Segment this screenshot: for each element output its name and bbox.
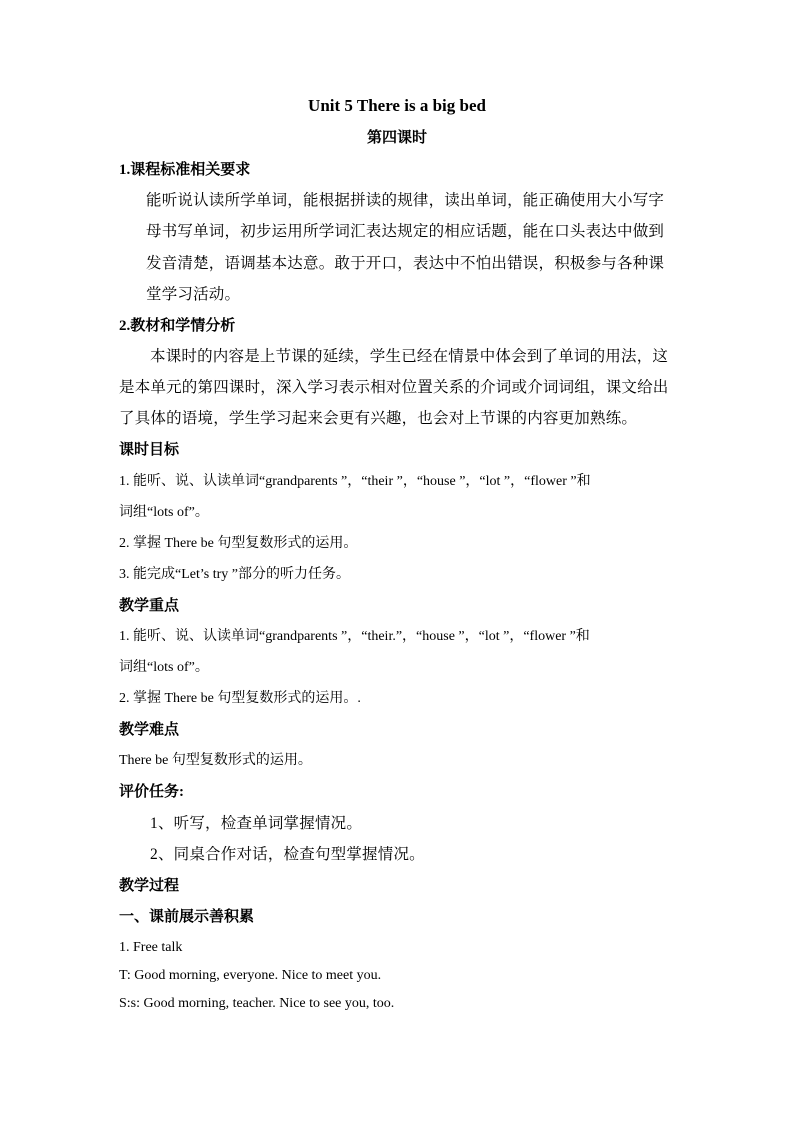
paragraph-line: 了具体的语境，学生学习起来会更有兴趣，也会对上节课的内容更加熟练。 — [119, 410, 638, 427]
section-heading-goals: 课时目标 — [119, 442, 180, 458]
paragraph-line: 母书写单词，初步运用所学词汇表达规定的相应话题，能在口头表达中做到 — [146, 223, 665, 240]
paragraph-line: 能听说认读所学单词，能根据拼读的规律，读出单词，能正确使用大小写字 — [146, 192, 665, 209]
section-heading-process: 教学过程 — [119, 878, 180, 894]
section-heading-standards: 1.课程标准相关要求 — [119, 162, 251, 178]
goal-line: 1. 能听、说、认读单词“grandparents ”，“their ”，“house ”，“lot ”，“flower ”和 — [119, 474, 591, 489]
paragraph-line: 本课时的内容是上节课的延续，学生已经在情景中体会到了单词的用法，这 — [150, 348, 669, 365]
key-point-line: 词组“lots of”。 — [119, 660, 209, 675]
evaluation-item: 2、同桌合作对话，检查句型掌握情况。 — [150, 846, 425, 863]
section-heading-difficulty: 教学难点 — [119, 722, 180, 738]
dialog-line: 1. Free talk — [119, 940, 183, 955]
dialog-line: S:s: Good morning, teacher. Nice to see you, too. — [119, 996, 395, 1011]
section-heading-key-points: 教学重点 — [119, 598, 180, 614]
evaluation-item: 1、听写，检查单词掌握情况。 — [150, 815, 363, 832]
goal-line: 2. 掌握 There be 句型复数形式的运用。 — [119, 536, 358, 551]
goal-line: 3. 能完成“Let’s try ”部分的听力任务。 — [119, 567, 350, 582]
difficulty-line: There be 句型复数形式的运用。 — [119, 753, 312, 768]
paragraph-line: 堂学习活动。 — [146, 286, 241, 303]
key-point-line: 2. 掌握 There be 句型复数形式的运用。. — [119, 691, 361, 706]
section-heading-evaluation: 评价任务: — [119, 784, 184, 800]
lesson-subtitle: 第四课时 — [366, 130, 427, 146]
key-point-line: 1. 能听、说、认读单词“grandparents ”，“their.”，“house ”，“lot ”，“flower ”和 — [119, 629, 590, 644]
paragraph-line: 发音清楚，语调基本达意。敢于开口，表达中不怕出错误，积极参与各种课 — [146, 255, 665, 272]
section-heading-part-one: 一、课前展示善积累 — [119, 909, 255, 925]
dialog-line: T: Good morning, everyone. Nice to meet you. — [119, 968, 382, 983]
goal-line: 词组“lots of”。 — [119, 505, 209, 520]
section-heading-analysis: 2.教材和学情分析 — [119, 318, 236, 334]
paragraph-line: 是本单元的第四课时，深入学习表示相对位置关系的介词或介词词组，课文给出 — [119, 379, 669, 396]
document-title: Unit 5 There is a big bed — [308, 96, 486, 115]
